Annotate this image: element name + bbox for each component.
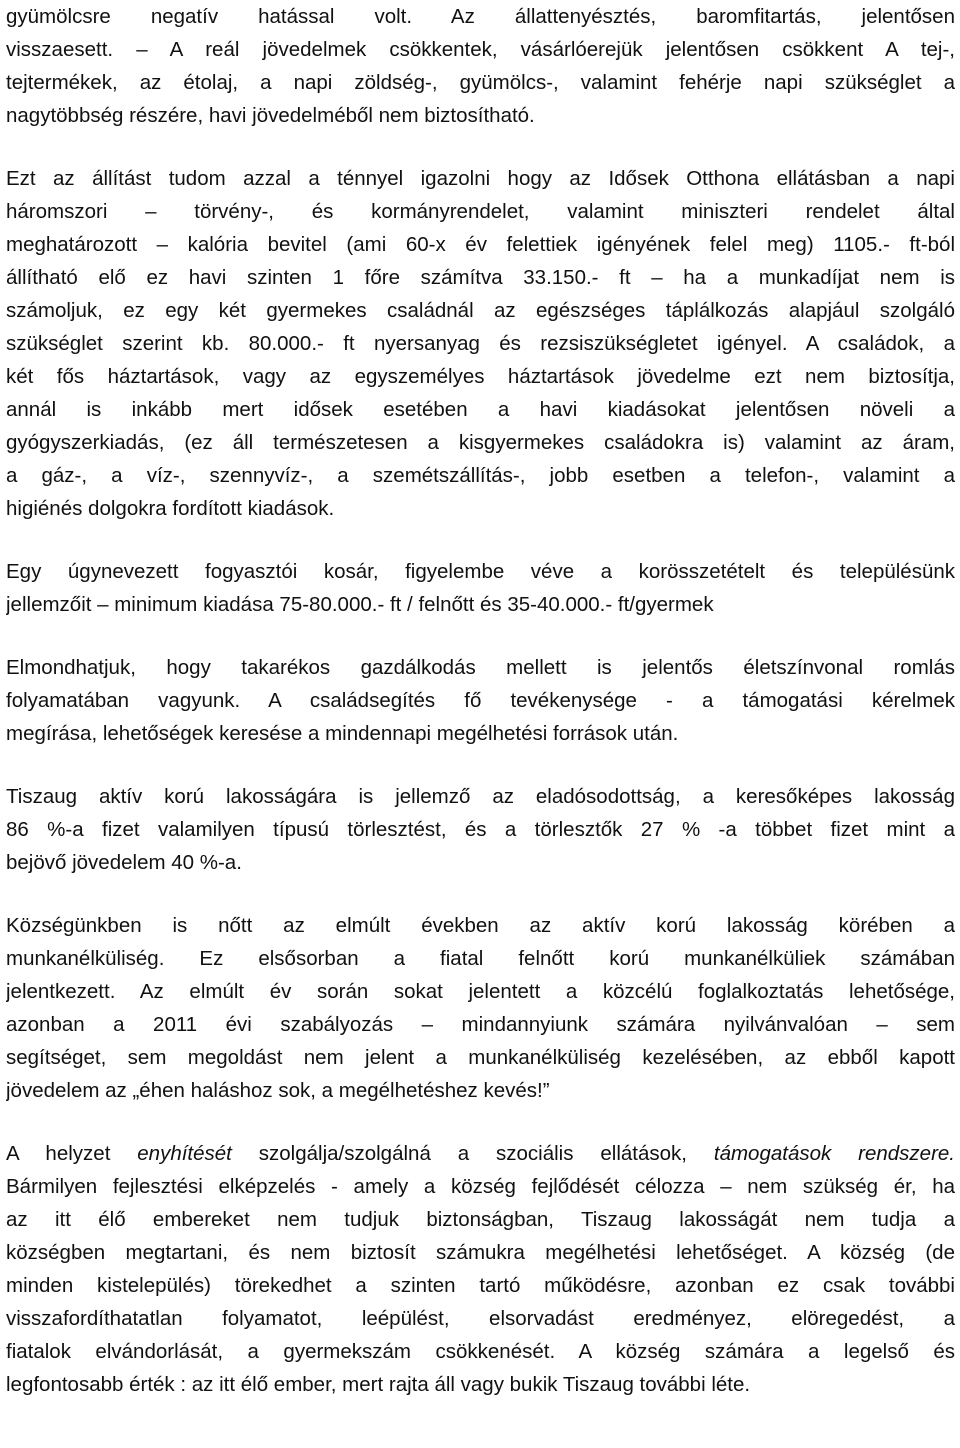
text-line: meghatározott – kalória bevitel (ami 60-x év felettiek igényének felel meg) 1105.- ft-ból <box>6 233 955 256</box>
text-line: gyümölcsre negatív hatással volt. Az állattenyésztés, baromfitartás, jelentősen <box>6 5 955 28</box>
text-line: jelentkezett. Az elmúlt év során sokat jelentett a közcélú foglalkoztatás lehetősége, <box>6 980 955 1003</box>
paragraph-gap <box>6 879 955 909</box>
text-line: folyamatában vagyunk. A családsegítés fő tevékenysége - a támogatási kérelmek <box>6 689 955 712</box>
text-line: számoljuk, ez egy két gyermekes családnál az egészséges táplálkozás alapjául szolgáló <box>6 299 955 322</box>
text-line: az itt élő embereket nem tudjuk biztonságban, Tiszaug lakosságát nem tudja a <box>6 1208 955 1231</box>
text-line: gyógyszerkiadás, (ez áll természetesen a kisgyermekes családokra is) valamint az áram, <box>6 431 955 454</box>
text-line: Tiszaug aktív korú lakosságára is jellemző az eladósodottság, a keresőképes lakosság <box>6 785 955 808</box>
paragraph-5 <box>6 780 955 879</box>
paragraph-6 <box>6 909 955 1107</box>
paragraph-gap <box>6 1107 955 1137</box>
text-line: állítható elő ez havi szinten 1 főre számítva 33.150.- ft – ha a munkadíjat nem is <box>6 266 955 289</box>
text-line: Elmondhatjuk, hogy takarékos gazdálkodás mellett is jelentős életszínvonal romlás <box>6 656 955 679</box>
text-line: Bármilyen fejlesztési elképzelés - amely a község fejlődését célozza – nem szükség ér, ha <box>6 1175 955 1198</box>
text-run: szolgálja/szolgálná a szociális ellátások, <box>231 1142 714 1165</box>
text-line: azonban a 2011 évi szabályozás – mindannyiunk számára nyilvánvalóan – sem <box>6 1013 955 1036</box>
paragraph-1 <box>6 0 955 132</box>
text-line: bejövő jövedelem 40 %-a. <box>6 851 242 874</box>
text-line: higiénés dolgokra fordított kiadások. <box>6 497 335 520</box>
italic-text-run: támogatások rendszere. <box>713 1142 955 1165</box>
text-line: jellemzőit – minimum kiadása 75-80.000.- ft / felnőtt és 35-40.000.- ft/gyermek <box>6 593 714 616</box>
text-line: jövedelem az „éhen haláshoz sok, a megélhetéshez kevés!” <box>6 1079 550 1102</box>
text-line: a gáz-, a víz-, szennyvíz-, a szemétszállítás-, jobb esetben a telefon-, valamint a <box>6 464 955 487</box>
paragraph-gap <box>6 525 955 555</box>
document-page <box>6 0 955 1401</box>
text-line: munkanélküliség. Ez elsősorban a fiatal felnőtt korú munkanélküliek számában <box>6 947 955 970</box>
paragraph-7 <box>6 1137 955 1401</box>
paragraph-gap <box>6 132 955 162</box>
text-line: községben megtartani, és nem biztosít számukra megélhetési lehetőséget. A község (de <box>6 1241 955 1264</box>
text-line: legfontosabb érték : az itt élő ember, mert rajta áll vagy bukik Tiszaug további léte. <box>6 1373 751 1396</box>
paragraph-2 <box>6 162 955 525</box>
text-line: visszafordíthatatlan folyamatot, leépülést, elsorvadást eredményez, elöregedést, a <box>6 1307 955 1330</box>
text-run: A helyzet <box>6 1142 138 1165</box>
text-line: nagytöbbség részére, havi jövedelméből nem biztosítható. <box>6 104 535 127</box>
text-line-mixed <box>6 1137 955 1170</box>
text-line: fiatalok elvándorlását, a gyermekszám csökkenését. A község számára a legelső és <box>6 1340 955 1363</box>
paragraph-gap <box>6 750 955 780</box>
text-line: annál is inkább mert idősek esetében a havi kiadásokat jelentősen növeli a <box>6 398 955 421</box>
text-line: 86 %-a fizet valamilyen típusú törlesztést, és a törlesztők 27 % -a többet fizet mint a <box>6 818 955 841</box>
text-line: háromszori – törvény-, és kormányrendelet, valamint miniszteri rendelet által <box>6 200 955 223</box>
italic-text-run: enyhítését <box>137 1142 232 1165</box>
text-line: visszaesett. – A reál jövedelmek csökkentek, vásárlóerejük jelentősen csökkent A tej-, <box>6 38 955 61</box>
text-line: segítséget, sem megoldást nem jelent a munkanélküliség kezelésében, az ebből kapott <box>6 1046 955 1069</box>
text-line: minden kistelepülés) törekedhet a szinten tartó működésre, azonban ez csak további <box>6 1274 955 1297</box>
paragraph-4 <box>6 651 955 750</box>
text-line: Ezt az állítást tudom azzal a ténnyel igazolni hogy az Idősek Otthona ellátásban a napi <box>6 167 955 190</box>
text-line: két fős háztartások, vagy az egyszemélyes háztartások jövedelme ezt nem biztosítja, <box>6 365 955 388</box>
text-line: szükséglet szerint kb. 80.000.- ft nyersanyag és rezsiszükségletet igényel. A családok, a <box>6 332 955 355</box>
paragraph-gap <box>6 621 955 651</box>
text-line: Egy úgynevezett fogyasztói kosár, figyelembe véve a korösszetételt és településünk <box>6 560 955 583</box>
paragraph-3 <box>6 555 955 621</box>
text-line: tejtermékek, az étolaj, a napi zöldség-, gyümölcs-, valamint fehérje napi szükséglet a <box>6 71 955 94</box>
text-line: megírása, lehetőségek keresése a mindennapi megélhetési források után. <box>6 722 679 745</box>
text-line: Községünkben is nőtt az elmúlt években az aktív korú lakosság körében a <box>6 914 955 937</box>
